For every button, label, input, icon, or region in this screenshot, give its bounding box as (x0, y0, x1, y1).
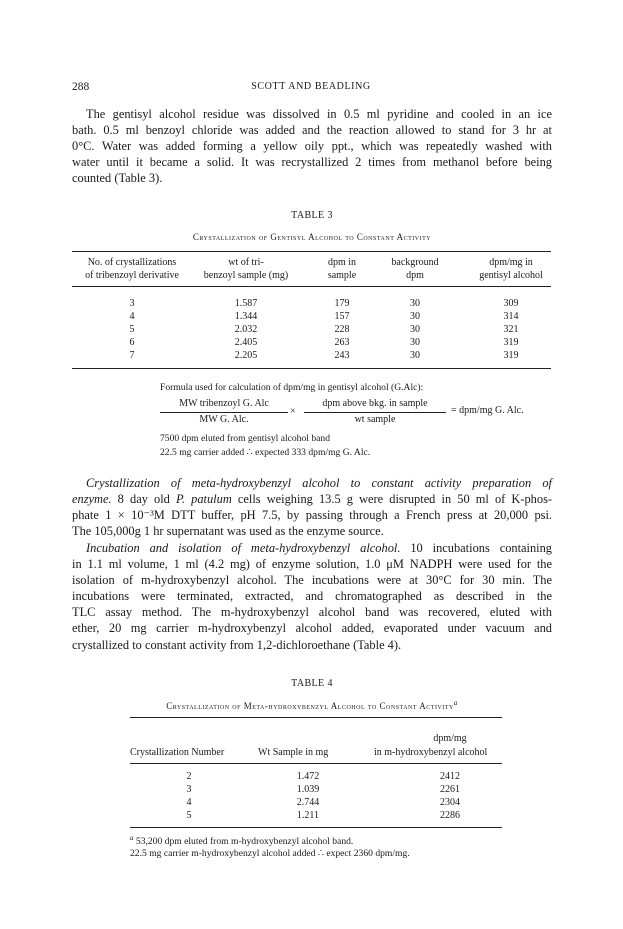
table-cell: 179 (334, 298, 350, 309)
table-cell: 4 (129, 311, 135, 322)
table-cell: 7 (129, 350, 135, 361)
text-line: water until it became a solid. It was recrystallized 2 times from methanol before being (72, 155, 552, 170)
table-cell: 30 (410, 350, 420, 361)
table3-header-dpm-per-mg (466, 257, 556, 282)
header-line: gentisyl alcohol (479, 269, 543, 281)
table-cell: 30 (410, 298, 420, 309)
header-line: dpm in (327, 257, 357, 268)
header-line: background (391, 257, 439, 268)
table3-formula-intro: Formula used for calculation of dpm/mg in gentisyl alcohol (G.Alc): (160, 382, 424, 393)
table3-header-dpm (312, 257, 372, 282)
table-cell: 1.472 (296, 771, 320, 782)
table4-header-alcohol: in m-hydroxybenzyl alcohol (374, 747, 488, 758)
header-line: sample (327, 269, 357, 281)
table-cell: 2261 (440, 784, 460, 795)
table-cell: 30 (410, 324, 420, 335)
text-line: 0°C. Water was added forming a yellow oily ppt., which was repeatedly washed with (72, 139, 552, 154)
table-cell: 2.744 (296, 797, 320, 808)
table3-caption (72, 232, 552, 242)
text-line: phate 1 × 10⁻³M DTT buffer, pH 7.5, by passing through a French press at 20,000 psi. (72, 508, 552, 523)
formula-numerator-1: MW tribenzoyl G. Alc (179, 398, 269, 409)
table-cell: 314 (503, 311, 519, 322)
formula-fraction-bar-1 (160, 412, 288, 413)
table4-top-rule (130, 717, 502, 718)
formula-denominator-1: MW G. Alc. (199, 414, 249, 425)
table-cell: 3 (129, 298, 135, 309)
table3-top-rule (72, 251, 551, 252)
table-cell: 1.344 (234, 311, 258, 322)
text-fragment: cells weighing 13.5 g were disrupted in 50 ml of K-phos- (231, 492, 553, 507)
table3-header-rule (72, 286, 551, 287)
text-line: in 1.1 ml volume, 1 ml (4.2 mg) of enzyme solution, 1.0 μM NADPH were used for the (72, 557, 552, 572)
text-line: crystallized to constant activity from 1,2-dichloroethane (Table 4). (72, 637, 402, 652)
table-cell: 2 (186, 771, 192, 782)
text-fragment: 8 day old (111, 492, 176, 507)
footnote-marker: a (130, 834, 134, 842)
table3-label: TABLE 3 (291, 210, 333, 221)
header-line: wt of tri- (228, 257, 264, 268)
table-cell: 4 (186, 797, 192, 808)
text-line: isolation of m-hydroxybenzyl alcohol. The incubations were at 30°C for 30 min. The (72, 573, 552, 588)
table4-footnote-carrier: 22.5 mg carrier m-hydroxybenzyl alcohol added ∴ expect 2360 dpm/mg. (130, 848, 410, 859)
formula-result: = dpm/mg G. Alc. (451, 405, 524, 416)
table4-header-dpm-mg: dpm/mg (433, 733, 467, 744)
table4-header-wt-sample: Wt Sample in mg (258, 747, 329, 758)
table-cell: 243 (334, 350, 350, 361)
text-line: bath. 0.5 ml benzoyl chloride was added and the reaction allowed to stand for 3 hr at (72, 123, 552, 138)
table-cell: 5 (129, 324, 135, 335)
table-cell: 157 (334, 311, 350, 322)
text-line (72, 475, 552, 491)
text-line (72, 491, 552, 507)
section-heading-end: enzyme. (72, 492, 112, 507)
table-cell: 321 (503, 324, 519, 335)
footnote-marker: a (453, 699, 458, 707)
text-line: counted (Table 3). (72, 171, 163, 186)
paragraph-enzyme-preparation (72, 475, 552, 539)
table4-caption-text: Crystallization of Meta-hydroxybenzyl Alcohol to Constant Activity (166, 701, 454, 711)
table3-header-background (377, 257, 453, 282)
header-line: dpm (406, 269, 424, 281)
text-line: The 105,000g 1 hr supernatant was used as the enzyme source. (72, 524, 384, 539)
table4-header-crystallization-number: Crystallization Number (130, 747, 225, 758)
header-line: dpm/mg in (489, 257, 533, 268)
table-cell: 309 (503, 298, 519, 309)
table-cell: 2304 (440, 797, 460, 808)
table-cell: 1.587 (234, 298, 258, 309)
page-header (72, 81, 550, 97)
table-cell: 1.211 (296, 810, 320, 821)
table4-footnote-eluted (130, 834, 353, 847)
species-name: P. patulum (175, 492, 232, 507)
table-cell: 2.205 (234, 350, 258, 361)
table-cell: 6 (129, 337, 135, 348)
page-number: 288 (72, 81, 90, 93)
table4-label: TABLE 4 (291, 678, 333, 689)
formula-fraction-bar-2 (304, 412, 446, 413)
table3-note-carrier: 22.5 mg carrier added ∴ expected 333 dpm/mg G. Alc. (160, 447, 371, 458)
formula-times: × (290, 406, 296, 417)
table-cell: 319 (503, 350, 519, 361)
table3-header-crystallizations (72, 257, 192, 282)
table4-header-rule (130, 763, 502, 764)
text-line: incubations were terminated, extracted, and chromatographed as described in the (72, 589, 552, 604)
section-heading: Crystallization of meta-hydroxybenzyl alcohol to constant activity preparation of (86, 476, 552, 490)
table3-caption-text: Crystallization of Gentisyl Alcohol to Constant Activity (192, 232, 432, 242)
text-fragment: 10 incubations containing (400, 541, 552, 555)
table4-caption (72, 699, 552, 711)
table-cell: 228 (334, 324, 350, 335)
table-cell: 30 (410, 337, 420, 348)
text-line: TLC assay method. The m-hydroxybenzyl alcohol band was recovered, eluted with (72, 605, 552, 620)
table-cell: 3 (186, 784, 192, 795)
text-line: ether, 20 mg carrier m-hydroxybenzyl alcohol added, evaporated under vacuum and (72, 621, 552, 636)
table3-bottom-rule (72, 368, 551, 369)
paragraph-incubation (72, 540, 552, 653)
table-cell: 2.032 (234, 324, 258, 335)
running-head: SCOTT AND BEADLING (251, 81, 371, 92)
formula-denominator-2: wt sample (354, 414, 396, 425)
table4-bottom-rule (130, 827, 502, 828)
table-cell: 2412 (440, 771, 460, 782)
footnote-text: 53,200 dpm eluted from m-hydroxybenzyl alcohol band. (133, 836, 354, 848)
table-cell: 30 (410, 311, 420, 322)
paragraph-gentisyl-residue (72, 106, 552, 186)
table-cell: 319 (503, 337, 519, 348)
table-cell: 2.405 (234, 337, 258, 348)
table-cell: 2286 (440, 810, 460, 821)
table-cell: 263 (334, 337, 350, 348)
section-heading: Incubation and isolation of meta-hydroxybenzyl alcohol. (86, 541, 401, 555)
table3-header-weight (196, 257, 296, 282)
text-line: The gentisyl alcohol residue was dissolved in 0.5 ml pyridine and cooled in an ice (86, 107, 552, 121)
table-cell: 5 (186, 810, 192, 821)
table-cell: 1.039 (296, 784, 320, 795)
text-line (72, 540, 552, 556)
formula-numerator-2: dpm above bkg. in sample (322, 398, 428, 409)
header-line: benzoyl sample (mg) (203, 269, 289, 281)
header-line: of tribenzoyl derivative (85, 269, 179, 281)
header-line: No. of crystallizations (87, 257, 177, 268)
table3-note-eluted: 7500 dpm eluted from gentisyl alcohol band (160, 433, 330, 444)
